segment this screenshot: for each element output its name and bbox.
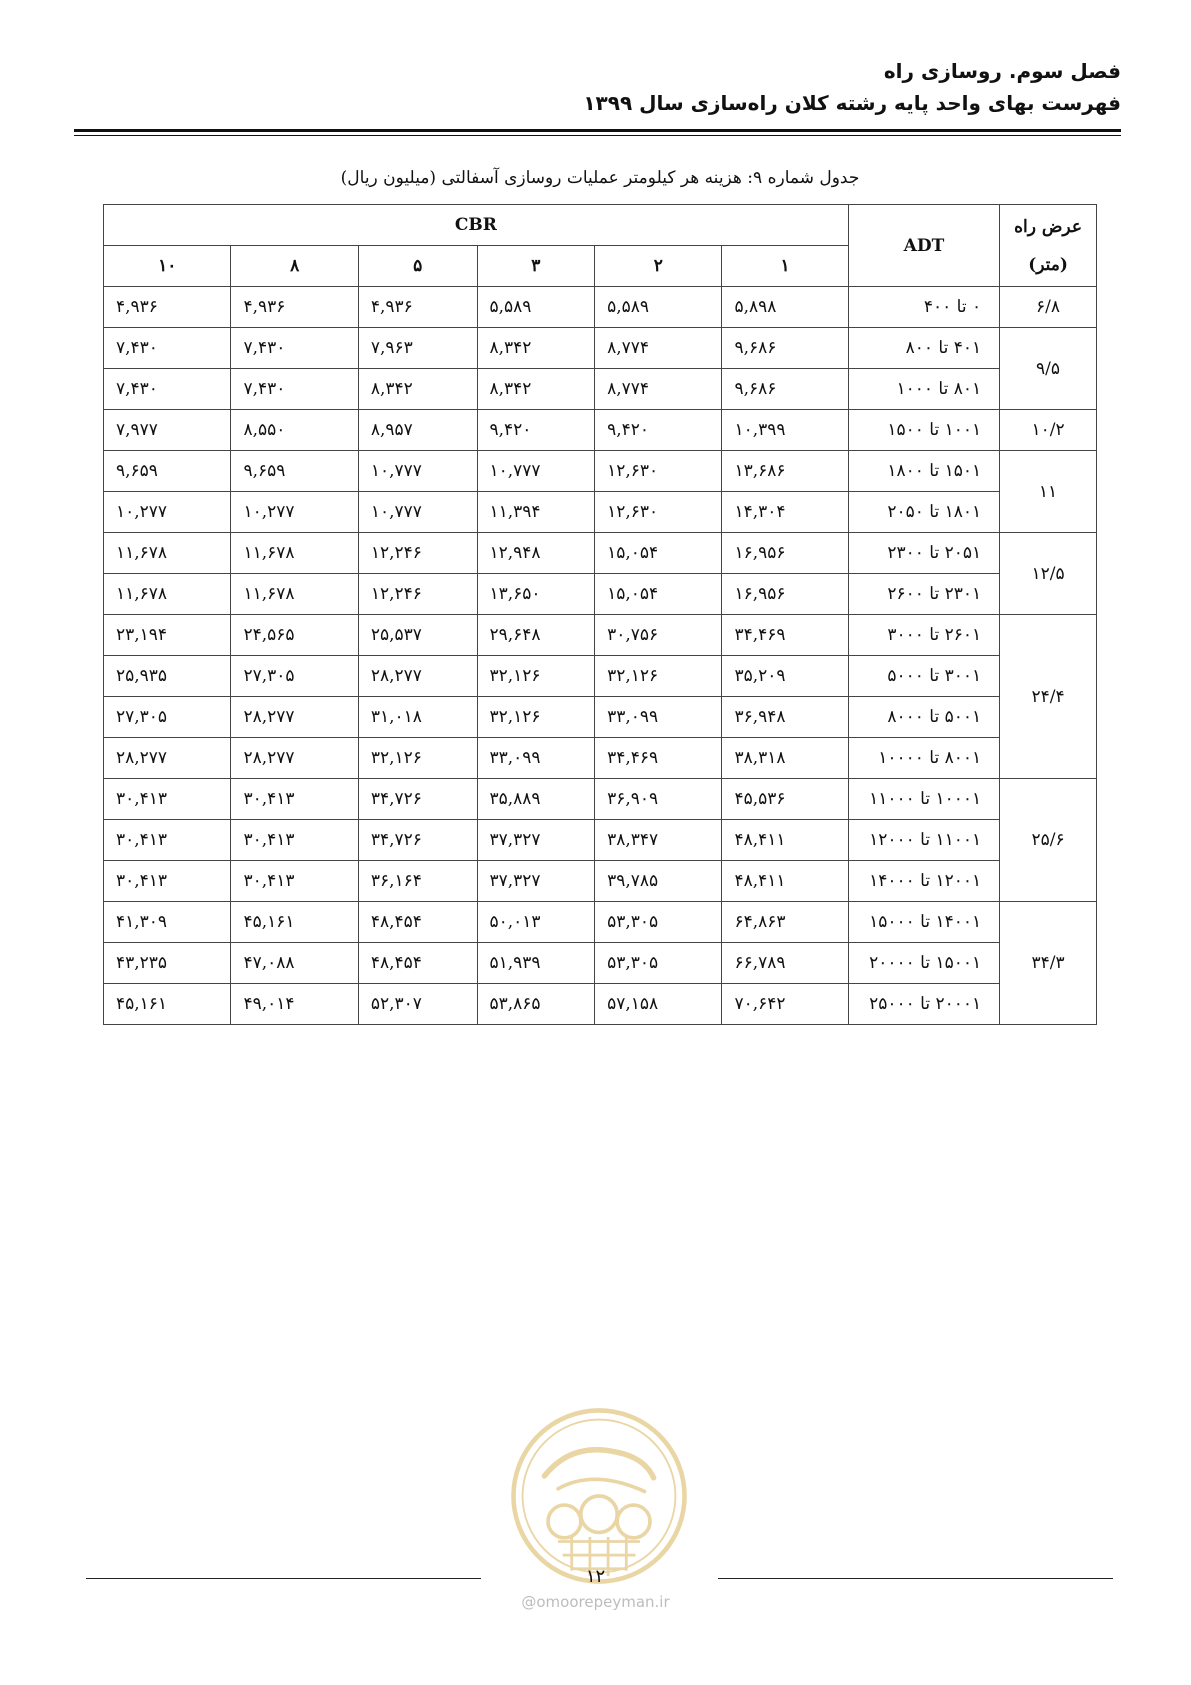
table-row <box>104 943 1097 984</box>
table-row <box>104 451 1097 492</box>
cost-value-cell: ۷,۹۶۳ <box>358 328 477 369</box>
cost-value-cell: ۲۹,۶۴۸ <box>477 615 595 656</box>
cost-value-cell: ۴۵,۵۳۶ <box>722 779 848 820</box>
header-rule-thin <box>74 135 1121 136</box>
cost-value-cell: ۸,۵۵۰ <box>231 410 358 451</box>
adt-range-cell: ۰ تا ۴۰۰ <box>848 287 999 328</box>
adt-range-cell: ۴۰۱ تا ۸۰۰ <box>848 328 999 369</box>
table-row <box>104 615 1097 656</box>
road-width-cell: ۱۰/۲ <box>1000 410 1097 451</box>
cost-value-cell: ۸,۳۴۲ <box>477 369 595 410</box>
page-header <box>71 56 1121 118</box>
cost-value-cell: ۵۳,۸۶۵ <box>477 984 595 1025</box>
adt-range-cell: ۳۰۰۱ تا ۵۰۰۰ <box>848 656 999 697</box>
cost-value-cell: ۱۱,۶۷۸ <box>104 574 231 615</box>
cost-value-cell: ۵۱,۹۳۹ <box>477 943 595 984</box>
road-width-cell: ۲۵/۶ <box>1000 779 1097 902</box>
road-width-cell: ۶/۸ <box>1000 287 1097 328</box>
cost-value-cell: ۱۱,۶۷۸ <box>104 533 231 574</box>
page-number: ۱۲ <box>585 1566 606 1587</box>
cost-value-cell: ۱۶,۹۵۶ <box>722 533 848 574</box>
cost-value-cell: ۱۲,۲۴۶ <box>358 533 477 574</box>
table-row <box>104 287 1097 328</box>
road-width-cell: ۱۱ <box>1000 451 1097 533</box>
cost-value-cell: ۳۵,۲۰۹ <box>722 656 848 697</box>
table-row <box>104 328 1097 369</box>
adt-range-cell: ۱۰۰۰۱ تا ۱۱۰۰۰ <box>848 779 999 820</box>
publisher-logo-watermark <box>508 1405 690 1587</box>
table-caption: جدول شماره ۹: هزینه هر کیلومتر عملیات روسازی آسفالتی (میلیون ریال) <box>340 168 860 188</box>
cost-value-cell: ۱۵,۰۵۴ <box>595 574 722 615</box>
cost-value-cell: ۵,۸۹۸ <box>722 287 848 328</box>
cost-value-cell: ۷,۴۳۰ <box>231 369 358 410</box>
cbr-column-header: ۳ <box>477 246 595 287</box>
cost-value-cell: ۱۶,۹۵۶ <box>722 574 848 615</box>
adt-range-cell: ۱۸۰۱ تا ۲۰۵۰ <box>848 492 999 533</box>
cost-value-cell: ۳۲,۱۲۶ <box>595 656 722 697</box>
adt-range-cell: ۱۱۰۰۱ تا ۱۲۰۰۰ <box>848 820 999 861</box>
table-row <box>104 656 1097 697</box>
cost-value-cell: ۳۷,۳۲۷ <box>477 861 595 902</box>
cost-value-cell: ۴۸,۴۵۴ <box>358 902 477 943</box>
road-width-header-label: عرض راه <box>1014 216 1082 237</box>
cost-value-cell: ۳۸,۳۴۷ <box>595 820 722 861</box>
table-row <box>104 861 1097 902</box>
cost-value-cell: ۳۰,۴۱۳ <box>104 861 231 902</box>
cbr-column-header: ۱۰ <box>104 246 231 287</box>
table-header-row <box>104 205 1097 246</box>
cost-value-cell: ۸,۳۴۲ <box>358 369 477 410</box>
cost-value-cell: ۱۱,۳۹۴ <box>477 492 595 533</box>
cost-value-cell: ۲۸,۲۷۷ <box>358 656 477 697</box>
adt-range-cell: ۸۰۰۱ تا ۱۰۰۰۰ <box>848 738 999 779</box>
table-row <box>104 697 1097 738</box>
cost-value-cell: ۴۹,۰۱۴ <box>231 984 358 1025</box>
cost-value-cell: ۳۰,۴۱۳ <box>104 820 231 861</box>
cost-value-cell: ۱۵,۰۵۴ <box>595 533 722 574</box>
cost-value-cell: ۲۷,۳۰۵ <box>231 656 358 697</box>
cost-value-cell: ۴۳,۲۳۵ <box>104 943 231 984</box>
cost-value-cell: ۲۸,۲۷۷ <box>231 697 358 738</box>
cost-value-cell: ۱۱,۶۷۸ <box>231 574 358 615</box>
cost-value-cell: ۴۱,۳۰۹ <box>104 902 231 943</box>
cost-value-cell: ۸,۷۷۴ <box>595 369 722 410</box>
cost-value-cell: ۳۰,۷۵۶ <box>595 615 722 656</box>
cost-value-cell: ۲۵,۵۳۷ <box>358 615 477 656</box>
cost-value-cell: ۳۰,۴۱۳ <box>231 820 358 861</box>
table-row <box>104 738 1097 779</box>
table-row <box>104 779 1097 820</box>
cost-value-cell: ۳۴,۷۲۶ <box>358 779 477 820</box>
adt-range-cell: ۲۰۰۰۱ تا ۲۵۰۰۰ <box>848 984 999 1025</box>
cost-value-cell: ۷,۴۳۰ <box>231 328 358 369</box>
cost-value-cell: ۹,۴۲۰ <box>595 410 722 451</box>
cost-value-cell: ۳۸,۳۱۸ <box>722 738 848 779</box>
cost-value-cell: ۷,۴۳۰ <box>104 369 231 410</box>
cost-value-cell: ۱۰,۷۷۷ <box>358 492 477 533</box>
cost-value-cell: ۱۲,۹۴۸ <box>477 533 595 574</box>
cost-value-cell: ۲۴,۵۶۵ <box>231 615 358 656</box>
price-list-title: فهرست بهای واحد پایه رشته کلان راه‌سازی سال ۱۳۹۹ <box>583 91 1121 115</box>
cost-value-cell: ۴۸,۴۵۴ <box>358 943 477 984</box>
cost-value-cell: ۲۸,۲۷۷ <box>231 738 358 779</box>
cost-table-body <box>104 287 1097 1025</box>
cost-value-cell: ۵۷,۱۵۸ <box>595 984 722 1025</box>
cost-value-cell: ۱۰,۲۷۷ <box>231 492 358 533</box>
adt-header: ADT <box>848 205 999 287</box>
cost-value-cell: ۵۰,۰۱۳ <box>477 902 595 943</box>
cost-value-cell: ۱۰,۳۹۹ <box>722 410 848 451</box>
adt-range-cell: ۱۰۰۱ تا ۱۵۰۰ <box>848 410 999 451</box>
cost-value-cell: ۴۵,۱۶۱ <box>104 984 231 1025</box>
road-width-header-unit: (متر) <box>1028 254 1068 275</box>
cost-value-cell: ۳۲,۱۲۶ <box>477 656 595 697</box>
table-row <box>104 984 1097 1025</box>
table-row <box>104 410 1097 451</box>
road-width-cell: ۹/۵ <box>1000 328 1097 410</box>
table-row <box>104 369 1097 410</box>
cost-value-cell: ۱۲,۶۳۰ <box>595 451 722 492</box>
adt-range-cell: ۸۰۱ تا ۱۰۰۰ <box>848 369 999 410</box>
adt-range-cell: ۱۲۰۰۱ تا ۱۴۰۰۰ <box>848 861 999 902</box>
cost-value-cell: ۷۰,۶۴۲ <box>722 984 848 1025</box>
cost-value-cell: ۳۰,۴۱۳ <box>231 779 358 820</box>
cost-value-cell: ۴,۹۳۶ <box>104 287 231 328</box>
cost-value-cell: ۲۷,۳۰۵ <box>104 697 231 738</box>
cbr-column-header: ۱ <box>722 246 848 287</box>
cost-value-cell: ۹,۴۲۰ <box>477 410 595 451</box>
cost-value-cell: ۳۰,۴۱۳ <box>231 861 358 902</box>
cost-value-cell: ۳۹,۷۸۵ <box>595 861 722 902</box>
cost-value-cell: ۱۳,۶۵۰ <box>477 574 595 615</box>
cost-value-cell: ۴۸,۴۱۱ <box>722 820 848 861</box>
cost-value-cell: ۴,۹۳۶ <box>358 287 477 328</box>
cost-value-cell: ۱۱,۶۷۸ <box>231 533 358 574</box>
cost-value-cell: ۵,۵۸۹ <box>595 287 722 328</box>
table-row <box>104 902 1097 943</box>
road-width-cell: ۲۴/۴ <box>1000 615 1097 779</box>
cbr-header: CBR <box>104 205 849 246</box>
cbr-column-header: ۵ <box>358 246 477 287</box>
cost-value-cell: ۵۳,۳۰۵ <box>595 902 722 943</box>
cost-value-cell: ۳۳,۰۹۹ <box>595 697 722 738</box>
adt-range-cell: ۲۰۵۱ تا ۲۳۰۰ <box>848 533 999 574</box>
cbr-column-header: ۲ <box>595 246 722 287</box>
cost-value-cell: ۵۳,۳۰۵ <box>595 943 722 984</box>
cost-value-cell: ۱۳,۶۸۶ <box>722 451 848 492</box>
table-row <box>104 492 1097 533</box>
road-width-cell: ۳۴/۳ <box>1000 902 1097 1025</box>
cost-table <box>103 204 1097 1025</box>
cost-value-cell: ۱۴,۳۰۴ <box>722 492 848 533</box>
road-width-cell: ۱۲/۵ <box>1000 533 1097 615</box>
cost-value-cell: ۴۵,۱۶۱ <box>231 902 358 943</box>
cost-value-cell: ۷,۹۷۷ <box>104 410 231 451</box>
cost-value-cell: ۳۰,۴۱۳ <box>104 779 231 820</box>
chapter-title: فصل سوم. روسازی راه <box>883 59 1121 83</box>
cost-value-cell: ۹,۶۸۶ <box>722 369 848 410</box>
adt-range-cell: ۲۳۰۱ تا ۲۶۰۰ <box>848 574 999 615</box>
cost-value-cell: ۳۱,۰۱۸ <box>358 697 477 738</box>
cost-value-cell: ۳۵,۸۸۹ <box>477 779 595 820</box>
cost-value-cell: ۶۴,۸۶۳ <box>722 902 848 943</box>
cost-value-cell: ۴۸,۴۱۱ <box>722 861 848 902</box>
cost-value-cell: ۴,۹۳۶ <box>231 287 358 328</box>
cost-value-cell: ۸,۷۷۴ <box>595 328 722 369</box>
cost-value-cell: ۸,۹۵۷ <box>358 410 477 451</box>
cost-value-cell: ۹,۶۵۹ <box>104 451 231 492</box>
website-watermark-text: @omoorepeyman.ir <box>521 1593 670 1611</box>
cost-value-cell: ۲۵,۹۳۵ <box>104 656 231 697</box>
adt-range-cell: ۱۵۰۰۱ تا ۲۰۰۰۰ <box>848 943 999 984</box>
cost-value-cell: ۵,۵۸۹ <box>477 287 595 328</box>
cost-value-cell: ۱۰,۷۷۷ <box>358 451 477 492</box>
cost-value-cell: ۴۷,۰۸۸ <box>231 943 358 984</box>
cost-value-cell: ۳۶,۹۰۹ <box>595 779 722 820</box>
cost-value-cell: ۳۴,۷۲۶ <box>358 820 477 861</box>
cost-value-cell: ۳۲,۱۲۶ <box>477 697 595 738</box>
cost-value-cell: ۵۲,۳۰۷ <box>358 984 477 1025</box>
cost-value-cell: ۱۰,۲۷۷ <box>104 492 231 533</box>
adt-range-cell: ۲۶۰۱ تا ۳۰۰۰ <box>848 615 999 656</box>
cost-value-cell: ۲۸,۲۷۷ <box>104 738 231 779</box>
table-row <box>104 820 1097 861</box>
cost-value-cell: ۹,۶۸۶ <box>722 328 848 369</box>
cost-value-cell: ۳۶,۹۴۸ <box>722 697 848 738</box>
cost-value-cell: ۱۲,۲۴۶ <box>358 574 477 615</box>
cost-value-cell: ۸,۳۴۲ <box>477 328 595 369</box>
adt-range-cell: ۱۴۰۰۱ تا ۱۵۰۰۰ <box>848 902 999 943</box>
cost-value-cell: ۳۲,۱۲۶ <box>358 738 477 779</box>
cost-value-cell: ۲۳,۱۹۴ <box>104 615 231 656</box>
table-row <box>104 533 1097 574</box>
cost-value-cell: ۳۳,۰۹۹ <box>477 738 595 779</box>
cost-value-cell: ۳۶,۱۶۴ <box>358 861 477 902</box>
cost-value-cell: ۱۰,۷۷۷ <box>477 451 595 492</box>
adt-range-cell: ۵۰۰۱ تا ۸۰۰۰ <box>848 697 999 738</box>
cost-value-cell: ۶۶,۷۸۹ <box>722 943 848 984</box>
cbr-column-header: ۸ <box>231 246 358 287</box>
cost-value-cell: ۳۷,۳۲۷ <box>477 820 595 861</box>
road-width-header <box>1000 205 1097 287</box>
header-rule-thick <box>74 129 1121 132</box>
cost-value-cell: ۹,۶۵۹ <box>231 451 358 492</box>
adt-range-cell: ۱۵۰۱ تا ۱۸۰۰ <box>848 451 999 492</box>
cost-value-cell: ۱۲,۶۳۰ <box>595 492 722 533</box>
cost-value-cell: ۳۴,۴۶۹ <box>595 738 722 779</box>
table-row <box>104 574 1097 615</box>
cost-value-cell: ۳۴,۴۶۹ <box>722 615 848 656</box>
cost-value-cell: ۷,۴۳۰ <box>104 328 231 369</box>
